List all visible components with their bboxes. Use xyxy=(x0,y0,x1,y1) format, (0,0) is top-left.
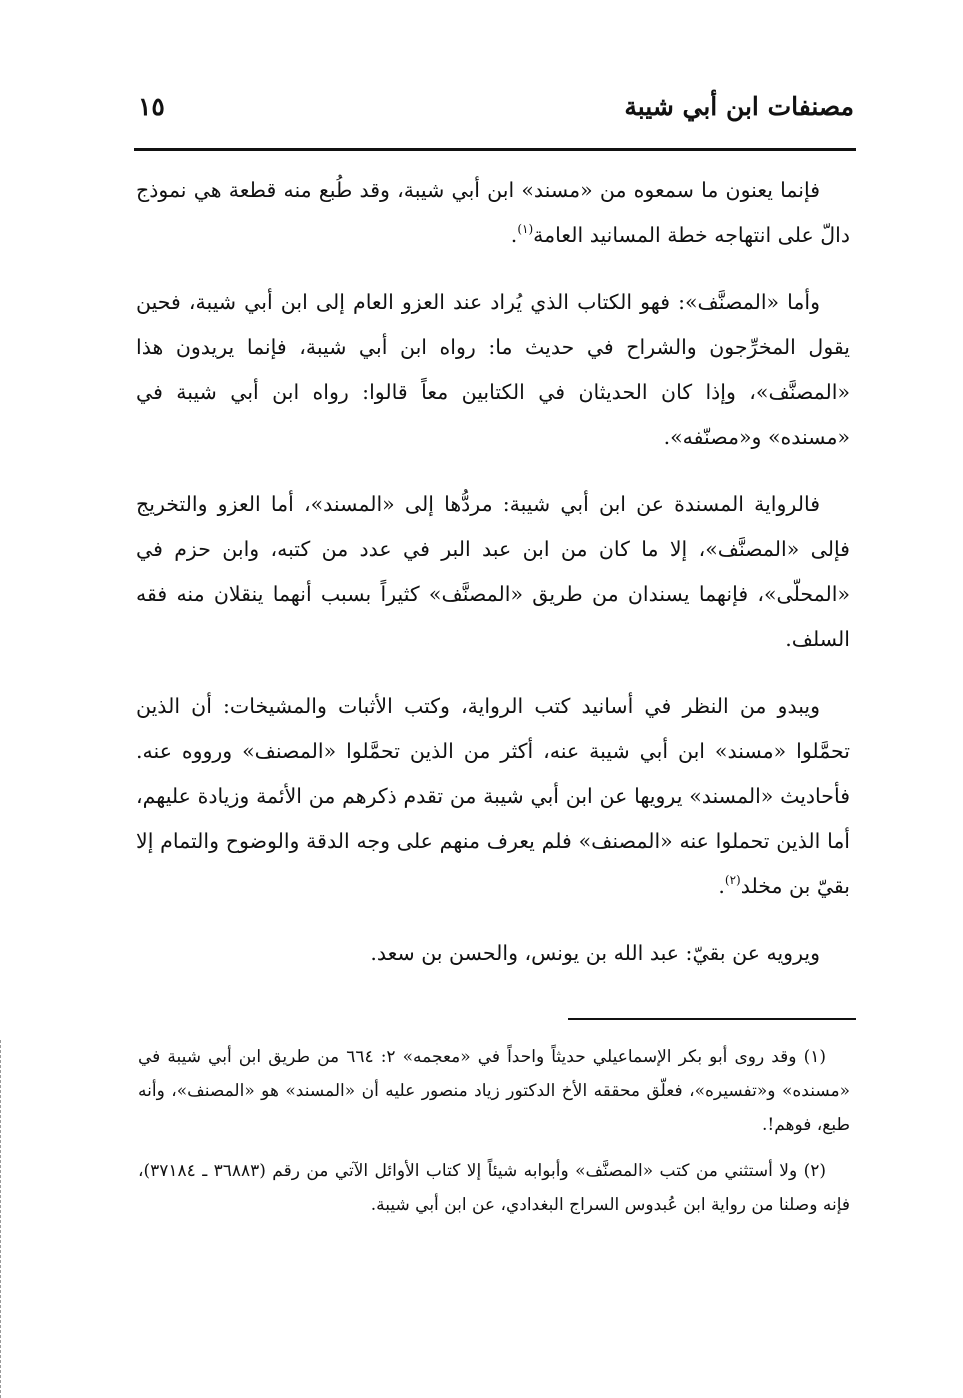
paragraph-2: وأما «المصنَّف»: فهو الكتاب الذي يُراد عند العزو العام إلى ابن أبي شيبة، فحين يقول المخرِّجون والشراح في حديث ما: رواه ابن أبي شيبة، فإنما يريدون هذا «المصنَّف»، وإذا كان الحديثان في الكتابين معاً قالوا: رواه ابن أبي شيبة في «مسنده» و«مصنّفه». xyxy=(136,290,850,449)
footnote-separator xyxy=(568,1018,856,1020)
note-marker-1: (١) xyxy=(517,222,534,236)
footnote-2: (٢) ولا أستثني من كتب «المصنَّف» وأبوابه شيئاً إلا كتاب الأوائل الآتي من رقم (٣٦٨٨٣ ـ ٣٧١٨٤)، فإنه وصلنا من رواية ابن عُبدوس السراج البغدادي، عن ابن أبي شيبة. xyxy=(138,1161,850,1215)
paragraph-3: فالرواية المسندة عن ابن أبي شيبة: مردُّها إلى «المسند»، أما العزو والتخريج فإلى «المصنَّف»، إلا ما كان من ابن عبد البر في عدد من كتبه، وابن حزم في «المحلّى»، فإنهما يسندان من طريق «المصنَّف» كثيراً بسبب أنهما ينقلان منه فقه السلف. xyxy=(136,492,850,651)
footnote-1: (١) وقد روى أبو بكر الإسماعيلي حديثاً واحداً في «معجمه» ٢: ٦٦٤ من طريق ابن أبي شيبة في «مسنده» و«تفسيره»، فعلّق محققه الأخ الدكتور زياد منصور عليه أن «المسند» هو «المصنف»، وأنه طبع، فوهم!. xyxy=(138,1047,850,1135)
paragraph-4-text: ويبدو من النظر في أسانيد كتب الرواية، وكتب الأثبات والمشيخات: أن الذين تحمَّلوا «مسند» ابن أبي شيبة عنه، أكثر من الذين تحمَّلوا «المصنف» ورووه عنه. فأحاديث «المسند» يرويها عن ابن أبي شيبة من تقدم ذكرهم من الأئمة وزيادة عليهم، أما الذين تحملوا عنه «المصنف» فلم يعرف منهم على وجه الدقة والوضوح والتمام إلا بقيّ بن مخلد xyxy=(136,694,850,898)
running-head xyxy=(138,86,854,136)
header-rule xyxy=(134,148,856,151)
paragraph-5: ويرويه عن بقيّ: عبد الله بن يونس، والحسن بن سعد. xyxy=(370,941,820,965)
page-number: ١٥ xyxy=(138,92,165,121)
paragraph-1: فإنما يعنون ما سمعوه من «مسند» ابن أبي شيبة، وقد طُبع منه قطعة هي نموذج دالّ على انتهاجه خطة المسانيد العامة$^{(١)}$. xyxy=(136,178,850,247)
paragraph-1-text: فإنما يعنون ما سمعوه من «مسند» ابن أبي شيبة، وقد طُبع منه قطعة هي نموذج دالّ على انتهاجه خطة المسانيد العامة xyxy=(136,178,850,247)
scan-edge-marks xyxy=(0,1040,4,1398)
note-marker-2: (٢) xyxy=(724,873,741,887)
main-text xyxy=(136,168,850,976)
running-title: مصنفات ابن أبي شيبة xyxy=(624,92,854,121)
paragraph-4: ويبدو من النظر في أسانيد كتب الرواية، وكتب الأثبات والمشيخات: أن الذين تحمَّلوا «مسند» ابن أبي شيبة عنه، أكثر من الذين تحمَّلوا «المصنف» ورووه عنه. فأحاديث «المسند» يرويها عن ابن أبي شيبة من تقدم ذكرهم من الأئمة وزيادة عليهم، أما الذين تحملوا عنه «المصنف» فلم يعرف منهم على وجه الدقة والوضوح والتمام إلا بقيّ بن مخلد$^{(٢)}$. xyxy=(136,694,850,898)
footnotes xyxy=(138,1040,850,1234)
